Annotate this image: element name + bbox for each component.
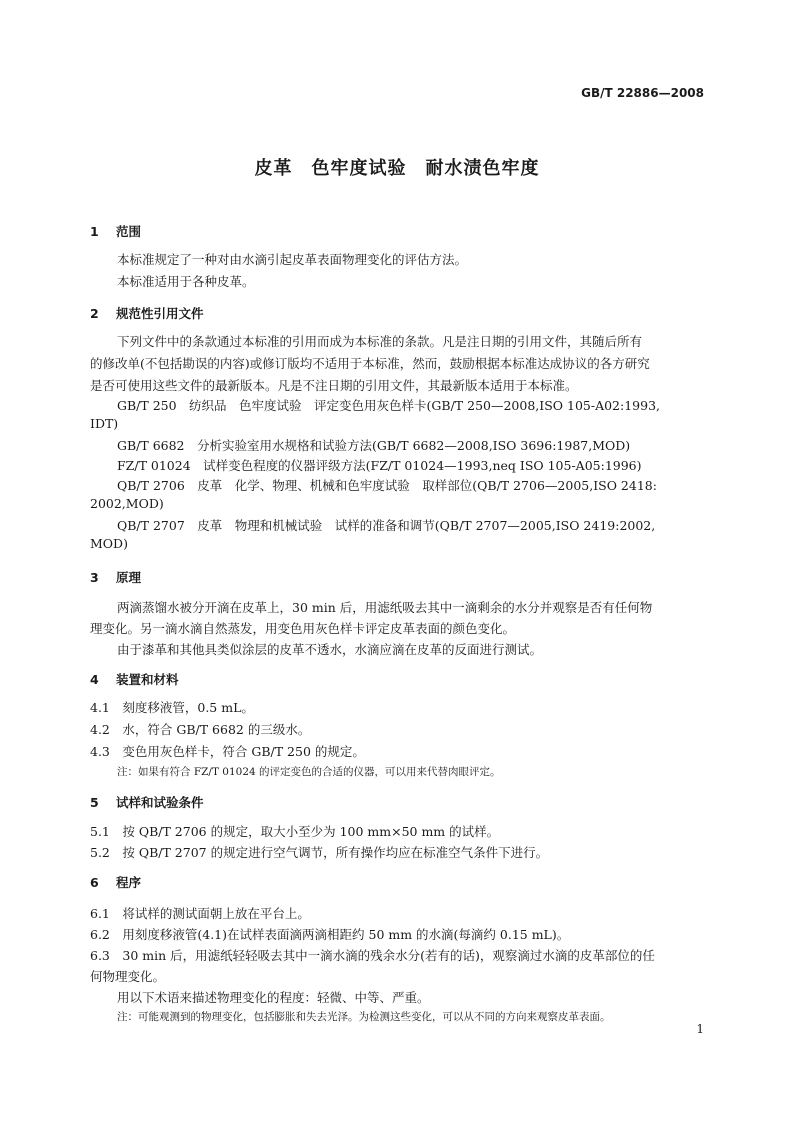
paragraph-line: 两滴蒸馏水被分开滴在皮革上，30 min 后，用滤纸吸去其中一滴剩余的水分并观察是否有任何物 [117,600,653,615]
section-3-heading [90,568,141,586]
page-number: 1 [696,1022,704,1036]
list-item: 5.2 按 QB/T 2707 的规定进行空气调节，所有操作均应在标准空气条件下进行。 [90,845,549,860]
reference-item: QB/T 2706 皮革 化学、物理、机械和色牢度试验 取样部位(QB/T 2706—2005,ISO 2418: [117,478,657,493]
list-item-continued: 何物理变化。 [90,969,166,984]
paragraph: 由于漆革和其他具类似涂层的皮革不透水，水滴应滴在皮革的反面进行测试。 [117,642,543,657]
note: 注：可能观测到的物理变化，包括膨胀和失去光泽。为检测这些变化，可以从不同的方向来观察皮革表面。 [117,1011,611,1023]
list-item: 6.3 30 min 后，用滤纸轻轻吸去其中一滴水滴的残余水分(若有的话)，观察滴过水滴的皮革部位的任 [90,948,655,963]
section-number: 2 [90,306,99,321]
section-title: 试样和试验条件 [116,795,204,810]
reference-item: GB/T 250 纺织品 色牢度试验 评定变色用灰色样卡(GB/T 250—2008,ISO 105-A02:1993, [117,398,661,413]
paragraph: 本标准规定了一种对由水滴引起皮革表面物理变化的评估方法。 [117,252,468,267]
list-item: 4.3 变色用灰色样卡，符合 GB/T 250 的规定。 [90,744,365,759]
section-number: 3 [90,570,99,585]
reference-item: QB/T 2707 皮革 物理和机械试验 试样的准备和调节(QB/T 2707—2005,ISO 2419:2002, [117,518,656,533]
section-title: 原理 [116,570,142,585]
section-title: 规范性引用文件 [116,306,204,321]
reference-item-continued: IDT) [90,416,119,431]
note: 注：如果有符合 FZ/T 01024 的评定变色的合适的仪器，可以用来代替肉眼评定。 [117,766,501,778]
section-title: 装置和材料 [116,672,179,687]
section-title: 程序 [116,875,142,890]
section-number: 5 [90,795,99,810]
section-1-heading [90,222,141,240]
section-2-heading [90,304,204,322]
standard-code: GB/T 22886—2008 [581,86,704,100]
paragraph: 用以下术语来描述物理变化的程度：轻微、中等、严重。 [117,990,430,1005]
reference-item-continued: MOD) [90,536,128,551]
reference-item: GB/T 6682 分析实验室用水规格和试验方法(GB/T 6682—2008,ISO 3696:1987,MOD) [117,438,631,453]
paragraph-line: 是否可使用这些文件的最新版本。凡是不注日期的引用文件，其最新版本适用于本标准。 [90,378,578,393]
section-number: 4 [90,672,99,687]
paragraph-line: 理变化。另一滴水滴自然蒸发，用变色用灰色样卡评定皮革表面的颜色变化。 [90,621,516,636]
list-item: 6.1 将试样的测试面朝上放在平台上。 [90,906,310,921]
list-item: 4.2 水，符合 GB/T 6682 的三级水。 [90,722,311,737]
paragraph-line: 的修改单(不包括勘误的内容)或修订版均不适用于本标准，然而，鼓励根据本标准达成协议的各方研究 [90,356,650,371]
list-item: 4.1 刻度移液管，0.5 mL。 [90,700,254,715]
section-6-heading [90,873,141,891]
paragraph: 本标准适用于各种皮革。 [117,274,255,289]
section-5-heading [90,793,204,811]
section-title: 范围 [116,224,142,239]
paragraph-line: 下列文件中的条款通过本标准的引用而成为本标准的条款。凡是注日期的引用文件，其随后所有 [117,334,643,349]
section-number: 6 [90,875,99,890]
reference-item: FZ/T 01024 试样变色程度的仪器评级方法(FZ/T 01024—1993,neq ISO 105-A05:1996) [117,458,642,473]
page-title: 皮革 色牢度试验 耐水渍色牢度 [254,158,540,179]
section-number: 1 [90,224,99,239]
reference-item-continued: 2002,MOD) [90,496,164,511]
section-4-heading [90,670,179,688]
list-item: 6.2 用刻度移液管(4.1)在试样表面滴两滴相距约 50 mm 的水滴(每滴约 0.15 mL)。 [90,927,570,942]
list-item: 5.1 按 QB/T 2706 的规定，取大小至少为 100 mm×50 mm 的试样。 [90,824,500,839]
